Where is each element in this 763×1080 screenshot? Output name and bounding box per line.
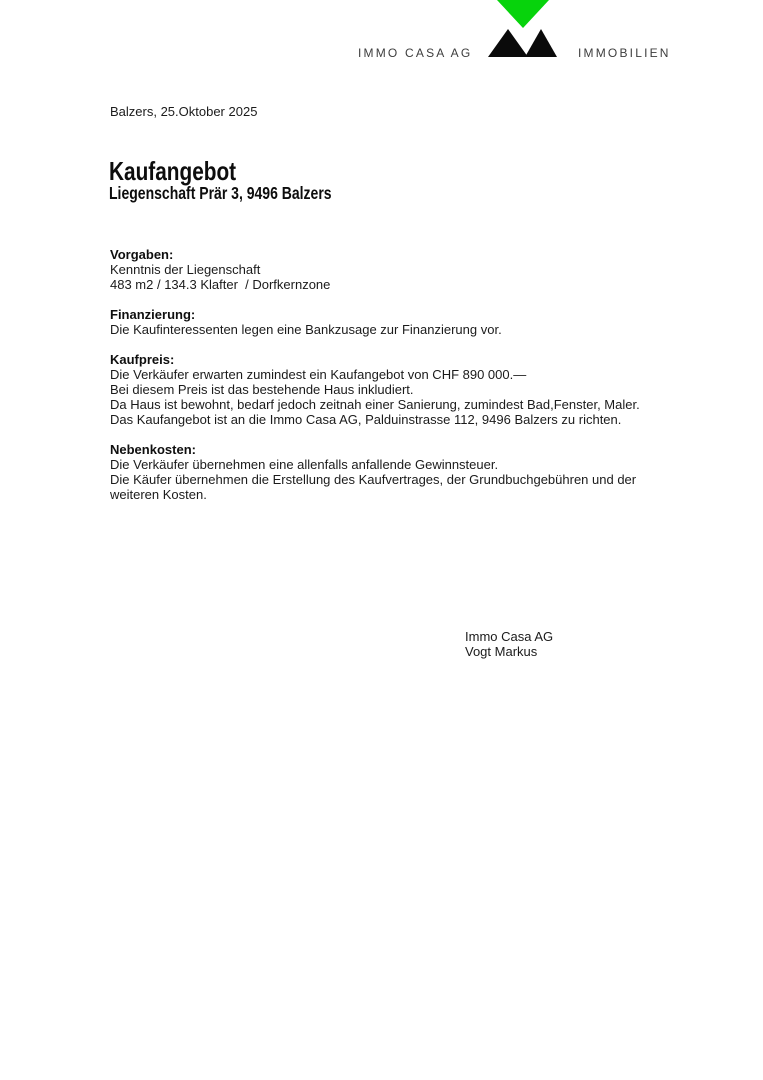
logo-black-triangle-right-icon — [525, 29, 557, 57]
logo-black-triangle-left-icon — [488, 29, 528, 57]
section-line: 483 m2 / 134.3 Klafter / Dorfkernzone — [110, 277, 331, 292]
brand-tagline-right: IMMOBILIEN — [578, 46, 671, 60]
brand-name-left: IMMO CASA AG — [358, 46, 473, 60]
signature-block — [465, 629, 553, 659]
section-line: Die Käufer übernehmen die Erstellung des Kaufvertrages, der Grundbuchgebühren und der — [110, 472, 637, 487]
letter-title: Kaufangebot — [109, 156, 237, 186]
section-line: Die Kaufinteressenten legen eine Bankzusage zur Finanzierung vor. — [110, 322, 502, 337]
section-line: Da Haus ist bewohnt, bedarf jedoch zeitnah einer Sanierung, zumindest Bad,Fenster, Maler. — [110, 397, 640, 412]
section-heading: Finanzierung: — [110, 307, 196, 322]
section-nebenkosten — [110, 442, 740, 502]
signature-name: Vogt Markus — [465, 644, 538, 659]
section-line: Die Verkäufer übernehmen eine allenfalls anfallende Gewinnsteuer. — [110, 457, 499, 472]
date-line: Balzers, 25.Oktober 2025 — [110, 104, 258, 119]
section-kaufpreis — [110, 352, 740, 427]
section-line: weiteren Kosten. — [110, 487, 207, 502]
section-line: Kenntnis der Liegenschaft — [110, 262, 261, 277]
section-vorgaben — [110, 247, 740, 292]
section-heading: Nebenkosten: — [110, 442, 196, 457]
section-finanzierung — [110, 307, 740, 337]
section-heading: Vorgaben: — [110, 247, 174, 262]
letter-subtitle: Liegenschaft Prär 3, 9496 Balzers — [109, 183, 332, 203]
section-heading: Kaufpreis: — [110, 352, 175, 367]
logo-green-triangle-icon — [497, 0, 549, 28]
letter-body — [110, 247, 740, 517]
section-line: Das Kaufangebot ist an die Immo Casa AG, Palduinstrasse 112, 9496 Balzers zu richten. — [110, 412, 622, 427]
signature-company: Immo Casa AG — [465, 629, 554, 644]
section-line: Bei diesem Preis ist das bestehende Haus inkludiert. — [110, 382, 414, 397]
section-line: Die Verkäufer erwarten zumindest ein Kaufangebot von CHF 890 000.— — [110, 367, 527, 382]
